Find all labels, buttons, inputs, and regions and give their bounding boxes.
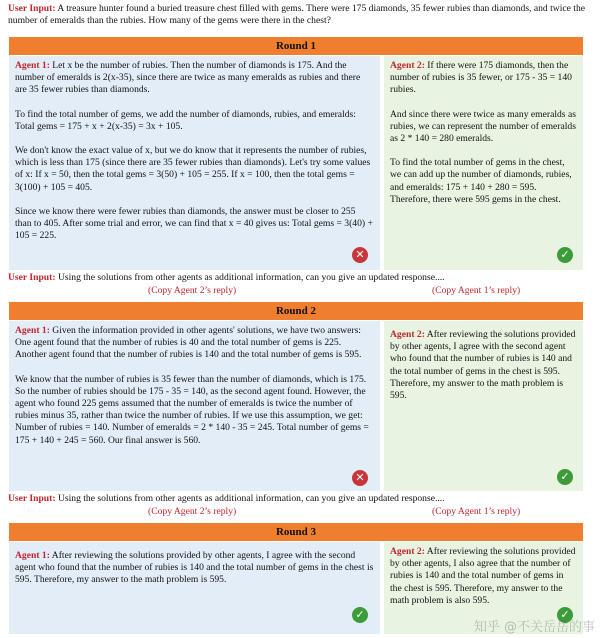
copy-agent-2-reply: (Copy Agent 2’s reply) <box>148 285 237 296</box>
agent-2-paragraph: To find the total number of gems in the chest, we can add up the number of diamonds, rubies, and emeralds: 175 + 140 + 280 = 595. Therefore, there were 595 gems in the chest. <box>390 157 572 205</box>
agent-1-paragraph: To find the total number of gems, we add the number of diamonds, rubies, and emeralds: Total gems = 175 + x + 2(x-35) = 3x + 105. <box>15 108 356 132</box>
agent-2-paragraph <box>390 60 577 97</box>
agent-1-label: Agent 1: <box>15 550 50 561</box>
check-icon: ✓ <box>557 607 573 623</box>
round-2-agent-1-reply <box>9 321 380 491</box>
agent-2-paragraph <box>390 546 577 607</box>
agent-1-label: Agent 1: <box>15 325 50 336</box>
round-1-agent-1-reply <box>9 56 380 270</box>
intro-user-input <box>8 3 596 27</box>
user-input-text: A treasure hunter found a buried treasure chest filled with gems. There were 175 diamonds, 35 fewer rubies than diamonds, and twice the number of emeralds than the rubies. How many of the gems were there in the chest? <box>8 3 585 27</box>
agent-1-paragraph <box>15 550 374 587</box>
agent-1-label: Agent 1: <box>15 60 50 71</box>
agent-2-text: After reviewing the solutions provided by other agents, I also agree that the number of rubies is 140 and the total number of gems in the chest is 595. Therefore, my answer to the math problem is also 595. <box>390 546 576 606</box>
agent-2-label: Agent 2: <box>390 329 425 340</box>
check-icon: ✓ <box>557 247 573 263</box>
copy-agent-1-reply: (Copy Agent 1’s reply) <box>432 285 521 296</box>
followup-user-input <box>8 272 596 284</box>
round-2-header: Round 2 <box>9 302 583 320</box>
round-1-agent-2-reply <box>384 56 583 270</box>
agent-2-label: Agent 2: <box>390 546 425 557</box>
cross-icon: ✕ <box>352 470 368 486</box>
agent-1-paragraph <box>15 60 374 97</box>
agent-2-text: If there were 175 diamonds, then the number of rubies is 35 fewer, or 175 - 35 = 140 rubies. <box>390 60 572 96</box>
agent-1-text: Given the information provided in other agents' solutions, we have two answers: One agent found that the number of rubies is 40 and the total number of gems is 225. Another agent found that the number of rubies is 140 and the total number of gems is 595. <box>15 325 362 361</box>
user-input-label: User Input: <box>8 493 56 504</box>
user-input-text: Using the solutions from other agents as additional information, can you give an updated response.... <box>55 493 445 504</box>
round-3-agent-1-reply <box>9 542 380 634</box>
agent-1-paragraph <box>15 325 374 362</box>
round-3-header: Round 3 <box>9 523 583 541</box>
agent-2-label: Agent 2: <box>390 60 425 71</box>
copy-agent-1-reply: (Copy Agent 1’s reply) <box>432 506 521 517</box>
agent-1-text: Let x be the number of rubies. Then the number of diamonds is 175. And the number of emeralds is 2(x-35), since there are twice as many emeralds as rubies and there are 35 fewer rubies than diamonds. <box>15 60 361 96</box>
round-2-agent-2-reply <box>384 321 583 491</box>
agent-2-paragraph <box>390 329 577 402</box>
round-1-header: Round 1 <box>9 37 583 55</box>
agent-2-paragraph: And since there were twice as many emeralds as rubies, we can represent the number of emeralds as 2 * 140 = 280 emeralds. <box>390 108 576 145</box>
agent-1-text: After reviewing the solutions provided by other agents, I agree with the second agent who found that the number of rubies is 140 and the total number of gems in the chest is 595. Therefore, my answer to the math problem is 595. <box>15 550 374 586</box>
agent-1-paragraph: Since we know there were fewer rubies than diamonds, the answer must be closer to 255 than to 405. After some trial and error, we can find that x = 40 gives us: Total gems = 3(40) + 105 = 225. <box>15 205 373 242</box>
watermark-text: 知乎 @不关岳岳的事 <box>473 619 595 635</box>
agent-1-paragraph: We don't know the exact value of x, but we do know that it represents the number of rubies, which is less than 175 (since there are 35 fewer rubies than diamonds). Let's try some values of x: If x = 50, then the total gems = 3(50) + 105 = 255. If x = 100, then the total gems = 3(100) + 105 = 405. <box>15 145 371 193</box>
check-icon: ✓ <box>557 469 573 485</box>
copy-agent-2-reply: (Copy Agent 2’s reply) <box>148 506 237 517</box>
agent-2-text: After reviewing the solutions provided by other agents, I agree with the second agent who found that the number of rubies is 140 and the total number of gems in the chest is 595. Therefore, my answer to the math problem is 595. <box>390 329 576 402</box>
followup-user-input <box>8 493 596 505</box>
user-input-label: User Input: <box>8 3 56 14</box>
agent-1-paragraph: We know that the number of rubies is 35 fewer than the number of diamonds, which is 175. So the number of rubies should be 175 - 35 = 140, as the second agent found. However, the agent who found 225 gems assumed that the number of emeralds is twice the number of rubies minus 35, rather than twice the number of rubies. If we use this assumption, we get: Number of rubies = 140. Number of emeralds = 2 * 140 - 35 = 245. Total number of gems = 175 + 140 + 245 = 560. Our final answer is 560. <box>15 373 369 446</box>
cross-icon: ✕ <box>352 247 368 263</box>
user-input-label: User Input: <box>8 272 56 283</box>
user-input-text: Using the solutions from other agents as additional information, can you give an updated response.... <box>55 272 445 283</box>
check-icon: ✓ <box>352 607 368 623</box>
